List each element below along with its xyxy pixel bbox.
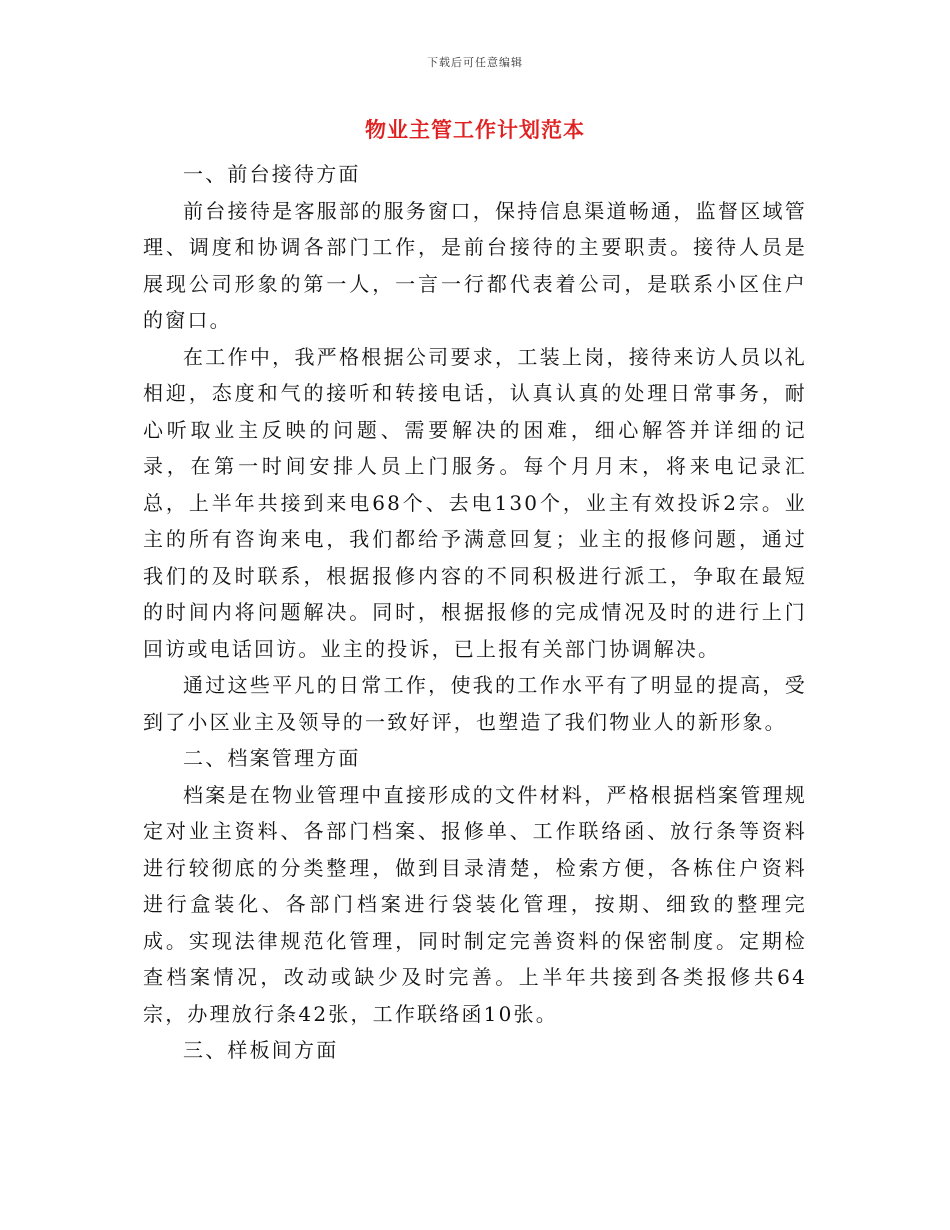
paragraph-archives-work: 档案是在物业管理中直接形成的文件材料，严格根据档案管理规定对业主资料、各部门档案、报修单、工作联络函、放行条等资料进行较彻底的分类整理，做到目录清楚，检索方便，各栋住户资料进行盒装化、各部门档案进行袋装化管理，按期、细致的整理完成。实现法律规范化管理，同时制定完善资料的保密制度。定期检查档案情况，改动或缺少及时完善。上半年共接到各类报修共64宗，办理放行条42张，工作联络函10张。 bbox=[143, 782, 807, 1026]
document-title: 物业主管工作计划范本 bbox=[365, 117, 585, 142]
section-heading-archives: 二、档案管理方面 bbox=[183, 746, 361, 770]
section-heading-reception: 一、前台接待方面 bbox=[183, 162, 361, 186]
header-note: 下载后可任意编辑 bbox=[427, 56, 523, 69]
section-heading-showroom: 三、样板间方面 bbox=[183, 1038, 339, 1062]
paragraph-reception-duties: 前台接待是客服部的服务窗口，保持信息渠道畅通，监督区域管理、调度和协调各部门工作，是前台接待的主要职责。接待人员是展现公司形象的第一人，一言一行都代表着公司，是联系小区住户的窗口。 bbox=[143, 198, 807, 332]
paragraph-reception-summary: 通过这些平凡的日常工作，使我的工作水平有了明显的提高，受到了小区业主及领导的一致好评，也塑造了我们物业人的新形象。 bbox=[143, 673, 807, 734]
paragraph-reception-work: 在工作中，我严格根据公司要求，工装上岗，接待来访人员以礼相迎，态度和气的接听和转接电话，认真认真的处理日常事务，耐心听取业主反映的问题、需要解决的困难，细心解答并详细的记录，在第一时间安排人员上门服务。每个月月末，将来电记录汇总，上半年共接到来电68个、去电130个，业主有效投诉2宗。业主的所有咨询来电，我们都给予满意回复；业主的报修问题，通过我们的及时联系，根据报修内容的不同积极进行派工，争取在最短的时间内将问题解决。同时，根据报修的完成情况及时的进行上门回访或电话回访。业主的投诉，已上报有关部门协调解决。 bbox=[143, 344, 807, 661]
document-body bbox=[143, 156, 807, 1069]
